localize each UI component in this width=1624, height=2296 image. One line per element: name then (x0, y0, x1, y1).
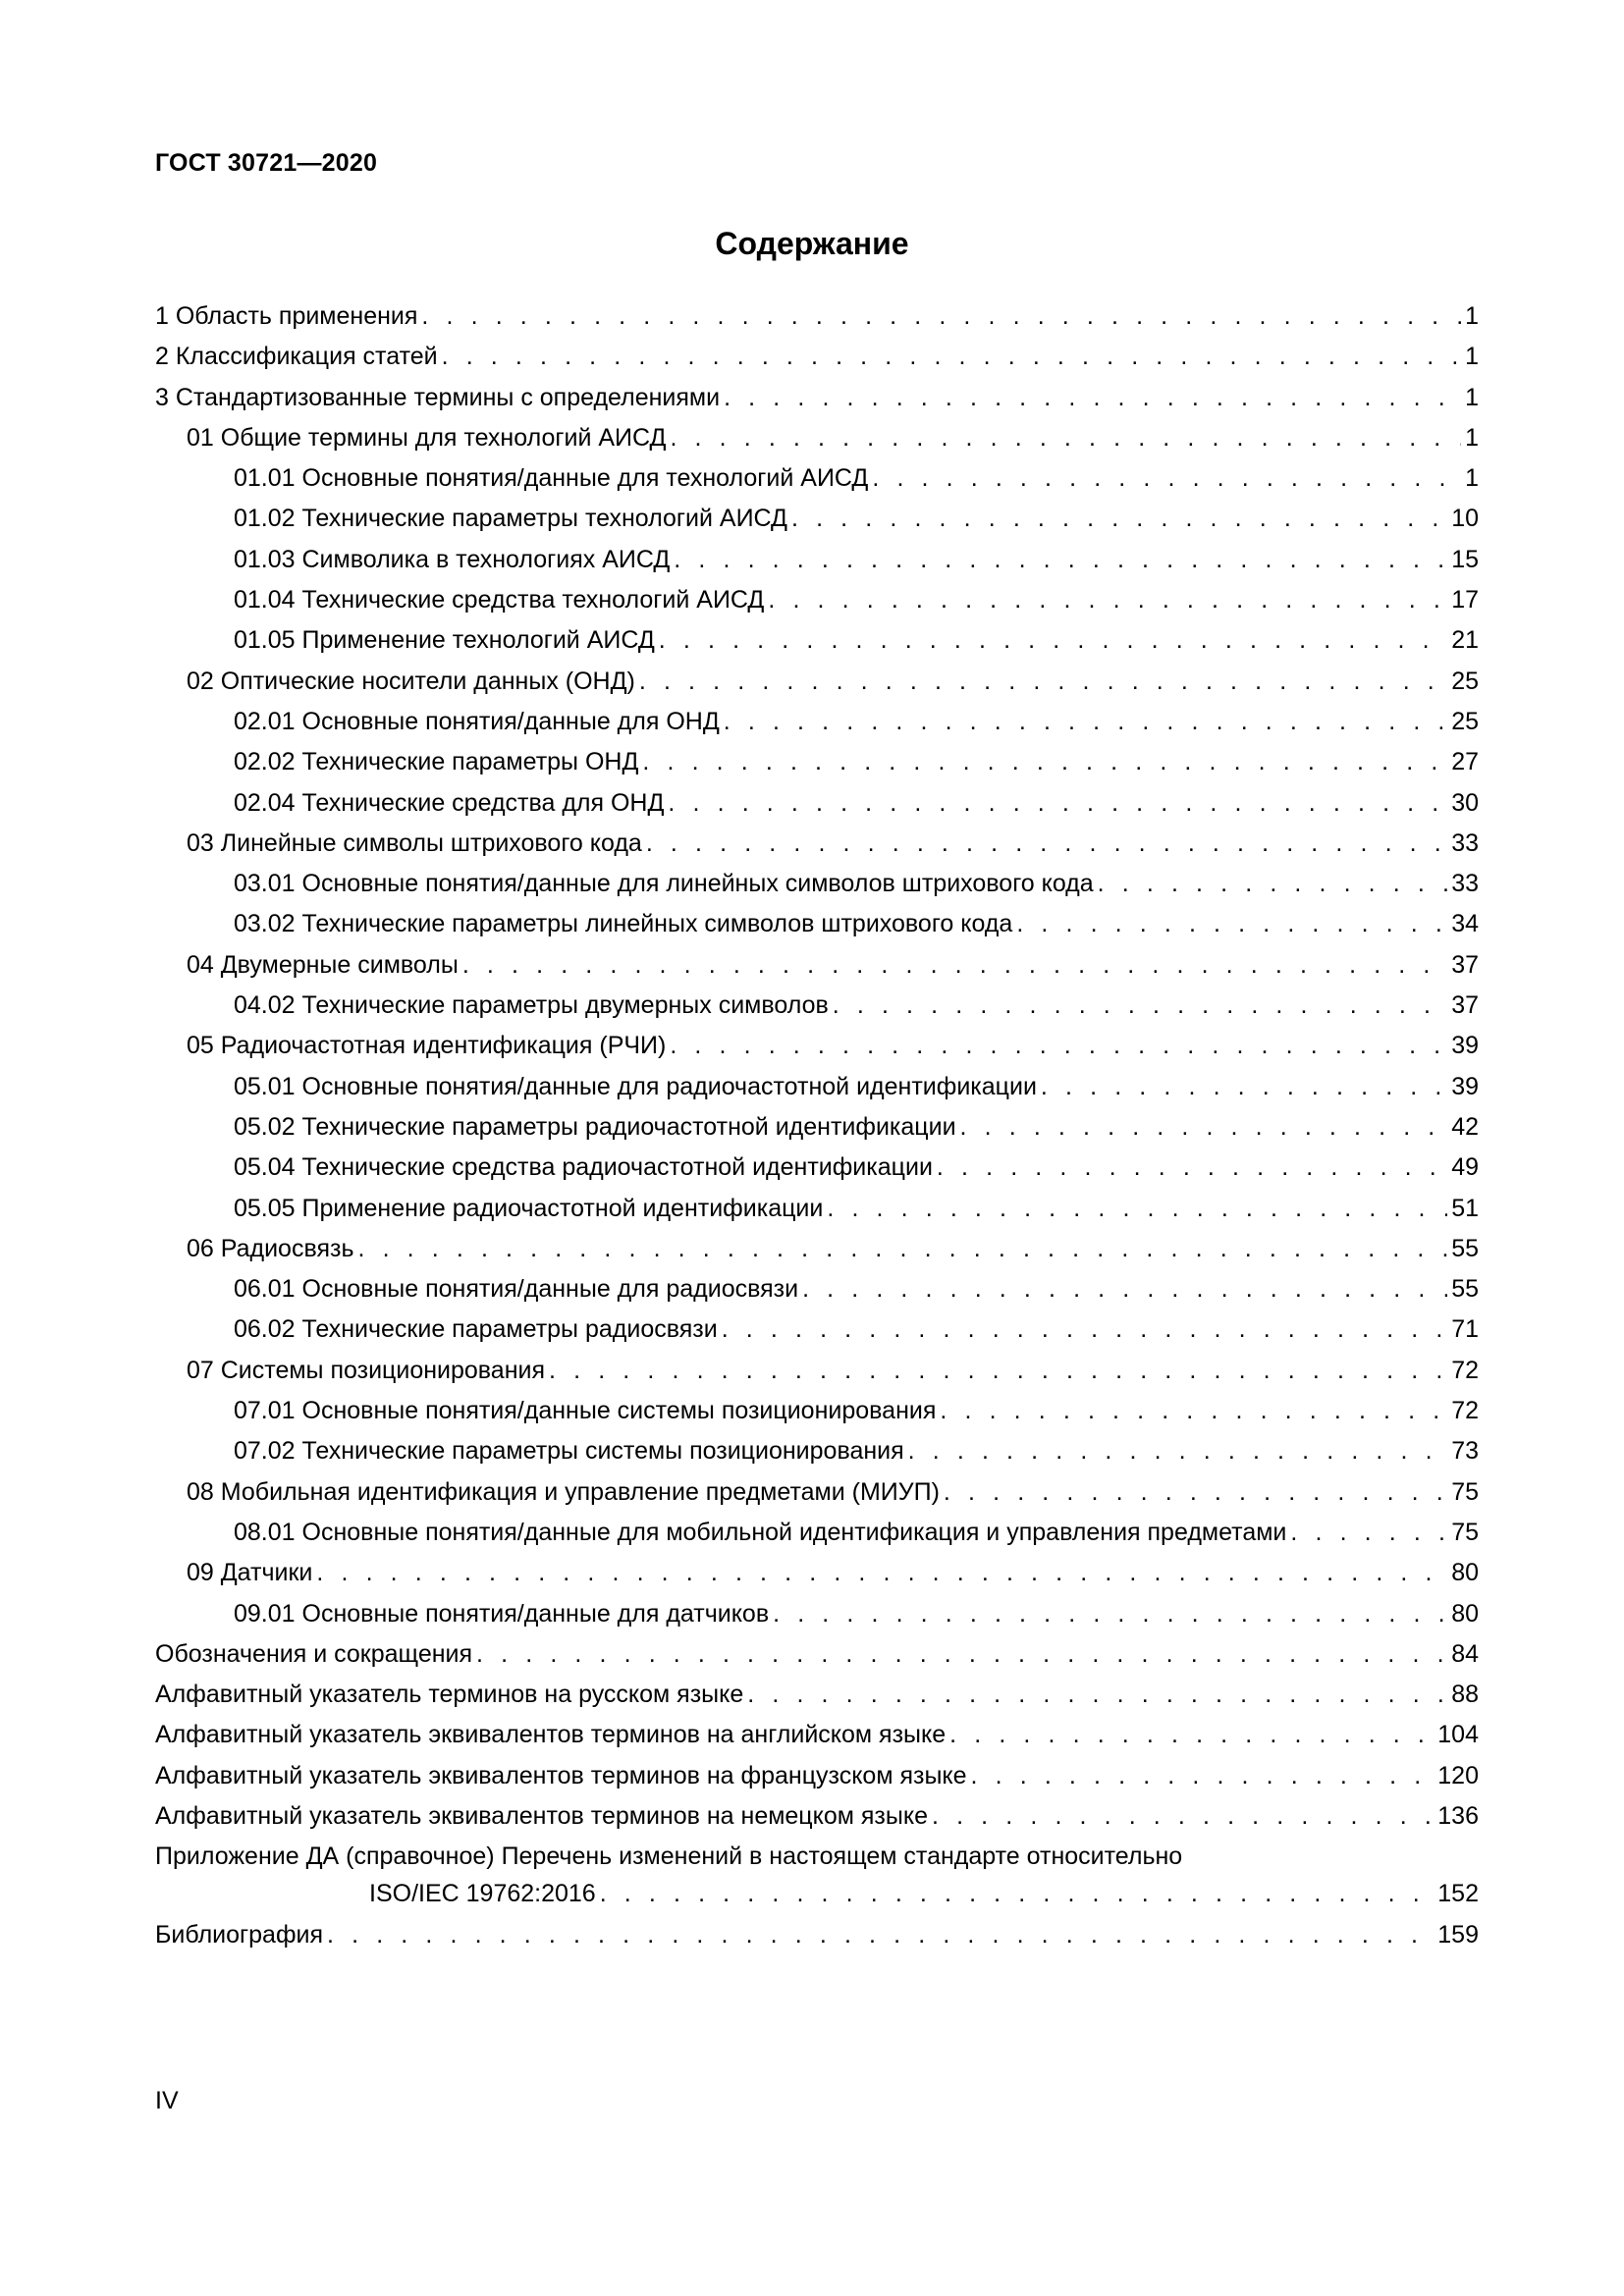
toc-entry-label: 05 Радиочастотная идентификация (РЧИ) (187, 1032, 667, 1060)
toc-entry[interactable] (155, 864, 1479, 904)
page-number-footer: IV (155, 2087, 179, 2114)
toc-entry[interactable] (155, 742, 1479, 782)
toc-entry[interactable] (155, 904, 1479, 944)
toc-entry-page: 39 (1451, 1032, 1479, 1060)
toc-entry-page: 73 (1451, 1437, 1479, 1466)
dot-leader (908, 1431, 1448, 1471)
toc-entry[interactable] (155, 1148, 1479, 1188)
dot-leader (659, 620, 1447, 661)
toc-entry-label: Алфавитный указатель терминов на русском языке (155, 1681, 744, 1709)
toc-entry[interactable] (155, 1513, 1479, 1553)
dot-leader (670, 1026, 1447, 1066)
toc-entry-bibliography[interactable] (155, 1915, 1479, 1955)
toc-entry-page: 37 (1451, 991, 1479, 1020)
toc-entry[interactable] (155, 1026, 1479, 1066)
toc-entry-page: 104 (1437, 1721, 1479, 1749)
dot-leader (722, 1309, 1447, 1350)
toc-entry[interactable] (155, 986, 1479, 1026)
toc-entry-page: 159 (1437, 1920, 1479, 1949)
toc-entry[interactable] (155, 1675, 1479, 1715)
toc-entry-label: 09 Датчики (187, 1559, 313, 1587)
toc-entry[interactable] (155, 378, 1479, 418)
toc-entry-label: 06.02 Технические параметры радиосвязи (234, 1315, 718, 1344)
toc-entry-label: 04 Двумерные символы (187, 950, 459, 979)
toc-entry-label: 08.01 Основные понятия/данные для мобильной идентификация и управления предметами (234, 1518, 1287, 1546)
dot-leader (944, 1472, 1447, 1513)
dot-leader (642, 742, 1447, 782)
toc-entry[interactable] (155, 499, 1479, 539)
dot-leader (1290, 1513, 1447, 1553)
toc-entry[interactable] (155, 1391, 1479, 1431)
toc-entry-label: Алфавитный указатель эквивалентов терминов на английском языке (155, 1721, 947, 1749)
toc-entry[interactable] (155, 296, 1479, 337)
toc-entry-page: 25 (1451, 707, 1479, 735)
toc-entry-page: 55 (1451, 1275, 1479, 1304)
toc-entry-label: 01.02 Технические параметры технологий АИСД (234, 505, 787, 533)
toc-entry-label: 01.04 Технические средства технологий АИСД (234, 586, 765, 614)
dot-leader (646, 824, 1447, 864)
toc-entry-label: 03.01 Основные понятия/данные для линейных символов штрихового кода (234, 870, 1094, 898)
toc-entry-label: 1 Область применения (155, 302, 418, 330)
dot-leader (600, 1878, 1435, 1909)
toc-entry-label: 03.02 Технические параметры линейных символов штрихового кода (234, 910, 1013, 938)
toc-entry-label: 06 Радиосвязь (187, 1234, 354, 1262)
toc-entry-page: 27 (1451, 748, 1479, 776)
toc-entry-label: Библиография (155, 1920, 324, 1949)
dot-leader (549, 1351, 1447, 1391)
toc-entry[interactable] (155, 945, 1479, 986)
toc-entry-label: 08 Мобильная идентификация и управление предметами (МИУП) (187, 1477, 940, 1506)
toc-entry-label: 05.01 Основные понятия/данные для радиочастотной идентификации (234, 1072, 1037, 1100)
dot-leader (724, 378, 1461, 418)
toc-entry-label: Алфавитный указатель эквивалентов терминов на французском языке (155, 1761, 967, 1789)
toc-entry[interactable] (155, 1553, 1479, 1593)
toc-entry-page: 55 (1451, 1234, 1479, 1262)
toc-entry[interactable] (155, 1431, 1479, 1471)
dot-leader (833, 986, 1447, 1026)
toc-entry[interactable] (155, 1309, 1479, 1350)
toc-entry[interactable] (155, 662, 1479, 702)
toc-entry-label-continued: ISO/IEC 19762:2016 (369, 1879, 596, 1907)
toc-entry[interactable] (155, 702, 1479, 742)
toc-entry[interactable] (155, 1351, 1479, 1391)
toc-entry-label: 3 Стандартизованные термины с определениями (155, 383, 721, 411)
toc-entry[interactable] (155, 1472, 1479, 1513)
toc-entry-page: 80 (1451, 1599, 1479, 1628)
toc-entry-page: 152 (1437, 1879, 1479, 1907)
dot-leader (827, 1189, 1447, 1229)
dot-leader (724, 702, 1447, 742)
toc-entry-label: 05.04 Технические средства радиочастотной идентификации (234, 1153, 933, 1182)
toc-entry-page: 33 (1451, 870, 1479, 898)
dot-leader (932, 1796, 1434, 1837)
toc-entry-page: 39 (1451, 1072, 1479, 1100)
dot-leader (668, 783, 1447, 824)
dot-leader (421, 296, 1461, 337)
toc-entry-page: 42 (1451, 1112, 1479, 1141)
toc-entry-page: 1 (1465, 464, 1479, 493)
toc-entry-page: 120 (1437, 1761, 1479, 1789)
dot-leader (1098, 864, 1448, 904)
dot-leader (476, 1634, 1447, 1675)
toc-entry[interactable] (155, 580, 1479, 620)
dot-leader (960, 1107, 1448, 1148)
toc-entry[interactable] (155, 1107, 1479, 1148)
toc-entry-page: 49 (1451, 1153, 1479, 1182)
toc-entry-page: 1 (1465, 343, 1479, 371)
toc-entry-label: 02.02 Технические параметры ОНД (234, 748, 639, 776)
toc-entry-page: 88 (1451, 1681, 1479, 1709)
toc-entry-label: 05.05 Применение радиочастотной идентификации (234, 1194, 824, 1222)
toc-entry-label: 02 Оптические носители данных (ОНД) (187, 667, 635, 695)
toc-entry-appendix[interactable] (155, 1837, 1479, 1908)
dot-leader (773, 1594, 1447, 1634)
dot-leader (670, 418, 1461, 458)
toc-entry-label: 02.04 Технические средства для ОНД (234, 788, 665, 817)
toc-entry-page: 10 (1451, 505, 1479, 533)
dot-leader (674, 540, 1447, 580)
page-title: Содержание (715, 226, 909, 261)
toc-entry[interactable] (155, 418, 1479, 458)
toc-entry-label: 07.02 Технические параметры системы позиционирования (234, 1437, 904, 1466)
toc-entry-label: 07.01 Основные понятия/данные системы позиционирования (234, 1397, 937, 1425)
table-of-contents (155, 296, 1479, 1955)
toc-entry-page: 80 (1451, 1559, 1479, 1587)
toc-entry-page: 72 (1451, 1397, 1479, 1425)
toc-entry[interactable] (155, 1634, 1479, 1675)
toc-entry-label: 07 Системы позиционирования (187, 1356, 546, 1384)
dot-leader (802, 1269, 1447, 1309)
toc-entry-page: 51 (1451, 1194, 1479, 1222)
toc-entry-page: 84 (1451, 1639, 1479, 1668)
toc-entry-label: 2 Классификация статей (155, 343, 438, 371)
toc-entry[interactable] (155, 1269, 1479, 1309)
toc-entry-page: 30 (1451, 788, 1479, 817)
toc-entry-page: 136 (1437, 1801, 1479, 1830)
toc-entry[interactable] (155, 458, 1479, 499)
toc-entry-label: Обозначения и сокращения (155, 1639, 473, 1668)
toc-entry-label: 02.01 Основные понятия/данные для ОНД (234, 707, 720, 735)
dot-leader (747, 1675, 1447, 1715)
toc-entry-label: 01.05 Применение технологий АИСД (234, 626, 655, 655)
dot-leader (316, 1553, 1447, 1593)
dot-leader (357, 1229, 1447, 1269)
toc-entry-page: 1 (1465, 302, 1479, 330)
toc-entry-label: Приложение ДА (справочное) Перечень изменений в настоящем стандарте относительно (155, 1842, 1183, 1871)
dot-leader (949, 1715, 1434, 1755)
toc-entry-page: 25 (1451, 667, 1479, 695)
toc-entry-page: 75 (1451, 1518, 1479, 1546)
toc-entry-page: 34 (1451, 910, 1479, 938)
dot-leader (971, 1756, 1435, 1796)
dot-leader (937, 1148, 1447, 1188)
toc-entry-page: 15 (1451, 545, 1479, 573)
toc-entry-label: 06.01 Основные понятия/данные для радиосвязи (234, 1275, 799, 1304)
dot-leader (872, 458, 1461, 499)
toc-entry-label: 05.02 Технические параметры радиочастотной идентификации (234, 1112, 956, 1141)
toc-entry-label: 09.01 Основные понятия/данные для датчиков (234, 1599, 770, 1628)
toc-entry-page: 1 (1465, 383, 1479, 411)
toc-entry[interactable] (155, 1229, 1479, 1269)
toc-entry[interactable] (155, 337, 1479, 377)
toc-entry-label: 04.02 Технические параметры двумерных символов (234, 991, 829, 1020)
toc-entry-page: 1 (1465, 423, 1479, 452)
dot-leader (768, 580, 1447, 620)
toc-entry-label: 01 Общие термины для технологий АИСД (187, 423, 667, 452)
dot-leader (639, 662, 1447, 702)
toc-entry[interactable] (155, 1189, 1479, 1229)
dot-leader (327, 1915, 1434, 1955)
toc-entry[interactable] (155, 620, 1479, 661)
toc-entry-label: 01.03 Символика в технологиях АИСД (234, 545, 671, 573)
dot-leader (1016, 904, 1447, 944)
toc-entry-page: 71 (1451, 1315, 1479, 1344)
toc-entry-page: 37 (1451, 950, 1479, 979)
dot-leader (442, 337, 1461, 377)
toc-entry-page: 75 (1451, 1477, 1479, 1506)
toc-entry[interactable] (155, 1796, 1479, 1837)
document-code: ГОСТ 30721—2020 (155, 149, 378, 177)
toc-entry[interactable] (155, 783, 1479, 824)
toc-entry-label: 01.01 Основные понятия/данные для технологий АИСД (234, 464, 869, 493)
toc-entry-page: 17 (1451, 586, 1479, 614)
toc-entry-page: 33 (1451, 828, 1479, 857)
dot-leader (1041, 1067, 1447, 1107)
toc-entry-label: 03 Линейные символы штрихового кода (187, 828, 642, 857)
toc-entry[interactable] (155, 540, 1479, 580)
toc-entry[interactable] (155, 1756, 1479, 1796)
toc-entry[interactable] (155, 1594, 1479, 1634)
dot-leader (462, 945, 1447, 986)
toc-entry[interactable] (155, 1067, 1479, 1107)
toc-entry-page: 72 (1451, 1356, 1479, 1384)
toc-entry-label: Алфавитный указатель эквивалентов терминов на немецком языке (155, 1801, 928, 1830)
dot-leader (791, 499, 1447, 539)
dot-leader (940, 1391, 1447, 1431)
toc-entry-page: 21 (1451, 626, 1479, 655)
toc-entry[interactable] (155, 824, 1479, 864)
toc-entry[interactable] (155, 1715, 1479, 1755)
